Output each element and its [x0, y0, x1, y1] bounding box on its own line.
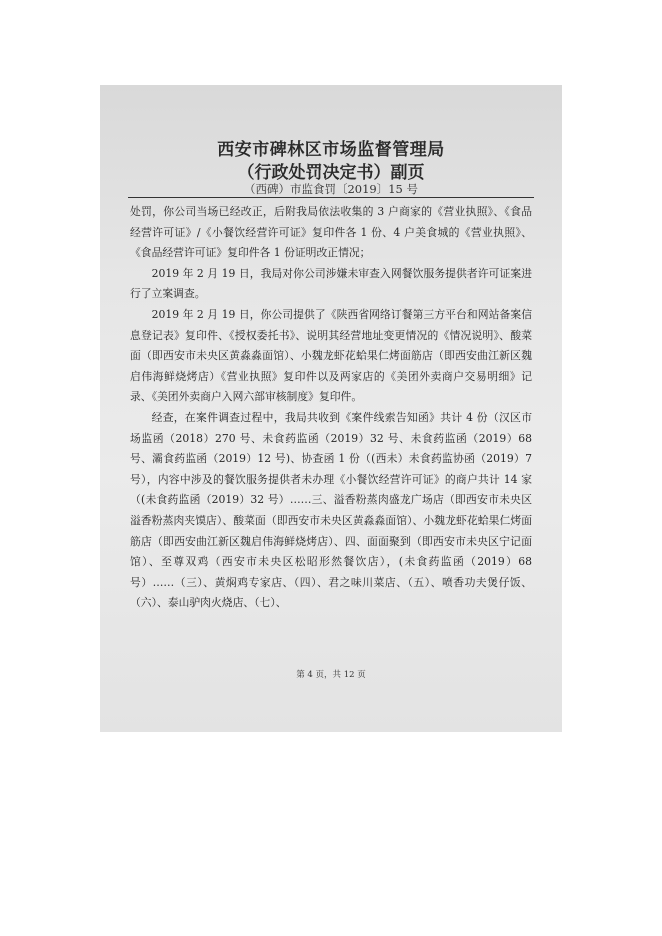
- paragraph: 经查，在案件调查过程中，我局共收到《案件线索告知函》共计 4 份（汉区市场监函（2018）270 号、未食药监函（2019）32 号、未食药监函（2019）68 号、灞食药监函（2019）12 号)、协查函 1 份（(西未）未食药监协函（2019）7 号），内容中涉及的餐饮服务提供者未办理《小餐饮经营许可证》的商户共计 14 家（(未食药监函（2019）32 号）……三、溢香粉蒸肉盛龙广场店（即西安市未央区溢香粉蒸肉夹馍店）、酸菜面（即西安市未央区黄淼淼面馆）、小魏龙虾花蛤果仁烤面筋店（即西安曲江新区魏启伟海鲜烧烤店）、四、面面聚到（即西安市未央区宁记面馆）、至尊双鸡（西安市未央区松昭形然餐饮店），(未食药监函（2019）68 号）……（三）、黄焖鸡专家店、（四）、君之味川菜店、（五）、喷香功夫煲仔饭、（六）、泰山驴肉火烧店、（七）、: [130, 410, 532, 610]
- page-title: 西安市碑林区市场监督管理局: [217, 140, 445, 160]
- page-subtitle: （行政处罚决定书）副页: [237, 163, 425, 183]
- paragraph: 2019 年 2 月 19 日，我局对你公司涉嫌未审查入网餐饮服务提供者许可证案进行了立案调查。: [130, 266, 532, 301]
- page-footer: 第 4 页，共 12 页: [296, 670, 366, 680]
- document-photo: [100, 85, 562, 732]
- document-number: （西碑）市监食罚〔2019〕15 号: [243, 182, 419, 196]
- document-body: [130, 202, 532, 614]
- paragraph: 处罚，你公司当场已经改正，后附我局依法收集的 3 户商家的《营业执照》、《食品经营许可证》/《小餐饮经营许可证》复印件各 1 份、4 户美食城的《营业执照》、《食品经营许可证》复印件各 1 份证明改正情况；: [130, 205, 532, 260]
- header-divider: [128, 197, 534, 198]
- paragraph: 2019 年 2 月 19 日，你公司提供了《陕西省网络订餐第三方平台和网站备案信息登记表》复印件、《授权委托书》、说明其经营地址变更情况的《情况说明》、酸菜面（即西安市未央区黄淼淼面馆）、小魏龙虾花蛤果仁烤面筋店（即西安曲江新区魏启伟海鲜烧烤店）《营业执照》复印件以及两家店的《美团外卖商户交易明细》记录、《美团外卖商户入网六部审核制度》复印件。: [130, 307, 532, 404]
